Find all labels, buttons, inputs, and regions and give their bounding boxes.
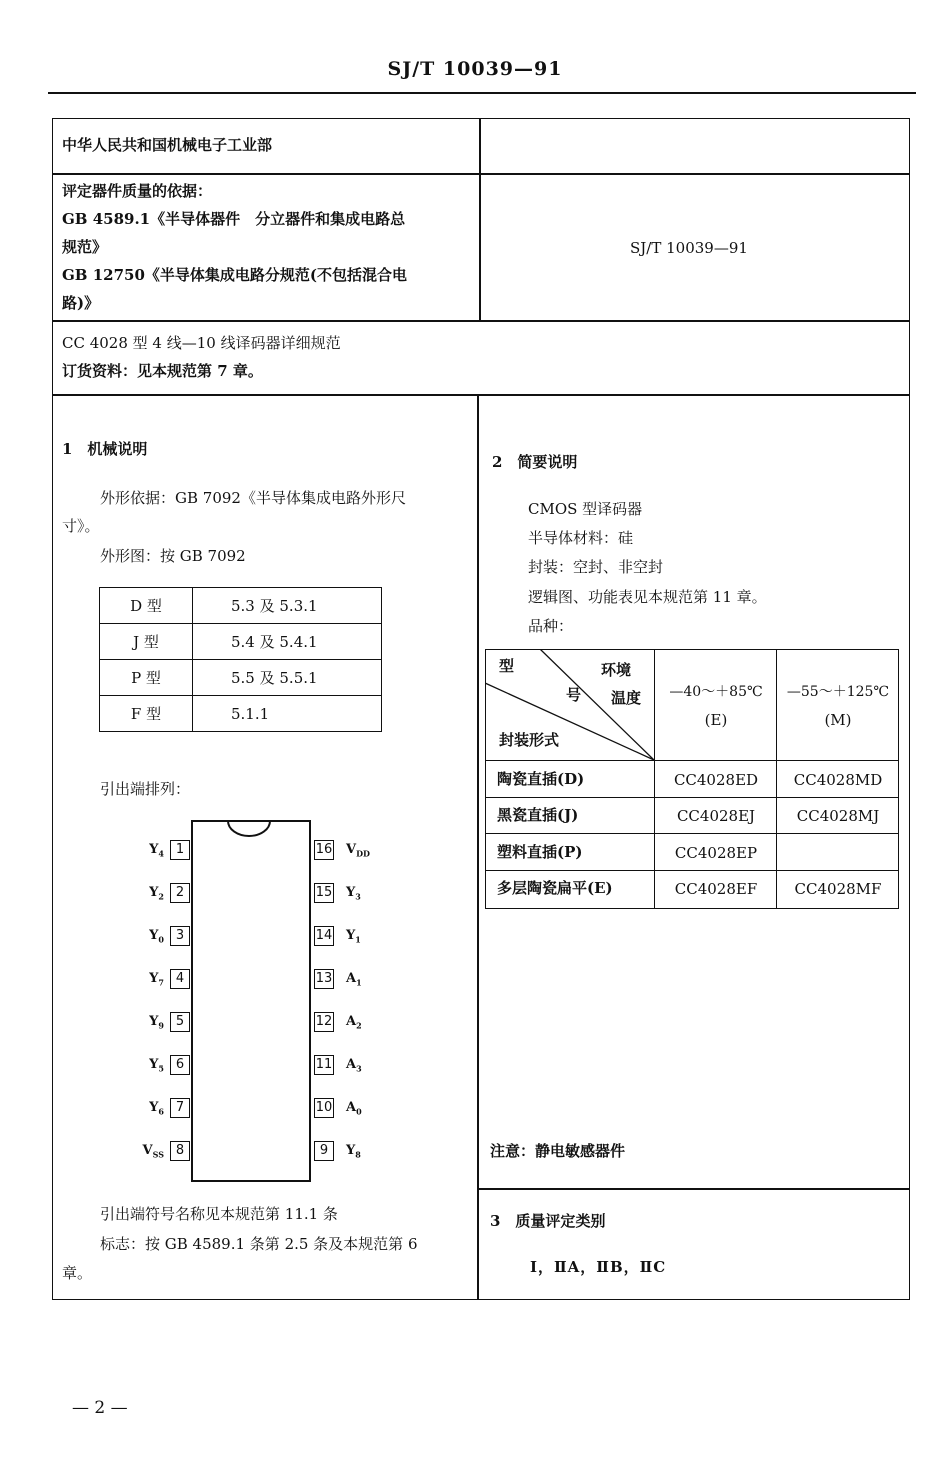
package-name: 塑料直插(P) xyxy=(497,843,583,861)
pin-number: 2 xyxy=(170,883,190,903)
outline-type: P 型 xyxy=(100,660,193,696)
row-divider xyxy=(52,394,910,396)
outline-type: D 型 xyxy=(100,588,193,624)
spec-title: CC 4028 型 4 线—10 线译码器详细规范 xyxy=(62,334,341,352)
pin-symbol: $Y_2$ xyxy=(149,885,164,902)
quality-categories: Ⅰ，ⅡA，ⅡB，ⅡC xyxy=(530,1258,667,1276)
pin-symbol: $A_0$ xyxy=(346,1100,362,1117)
row-divider xyxy=(52,173,910,175)
part-number-m: CC4028MF xyxy=(794,880,882,898)
pin-number: 5 xyxy=(170,1012,190,1032)
pin-symbol: $Y_4$ xyxy=(149,842,164,859)
ic-body xyxy=(191,820,311,1182)
variant-row-line xyxy=(485,797,899,798)
part-number-e: CC4028EJ xyxy=(676,807,756,825)
table-row xyxy=(100,588,382,624)
variant-row-line xyxy=(485,870,899,871)
part-number-e: CC4028EF xyxy=(674,880,758,898)
pin-number: 14 xyxy=(314,926,334,946)
pin-names-note: 引出端符号名称见本规范第 11.1 条 xyxy=(100,1205,338,1223)
basis-line: GB 12750《半导体集成电路分规范(不包括混合电 xyxy=(62,266,407,284)
pin-number: 12 xyxy=(314,1012,334,1032)
basis-line: GB 4589.1《半导体器件 分立器件和集成电路总 xyxy=(62,210,406,228)
section2-heading: 2 简要说明 xyxy=(492,453,578,471)
row-divider xyxy=(52,320,910,322)
pin-number: 15 xyxy=(314,883,334,903)
pin-symbol: $Y_6$ xyxy=(149,1100,164,1117)
esd-warning: 注意：静电敏感器件 xyxy=(490,1142,626,1160)
outline-ref: 5.1.1 xyxy=(193,696,382,732)
pin-number: 13 xyxy=(314,969,334,989)
table-row xyxy=(100,696,382,732)
pin-number: 4 xyxy=(170,969,190,989)
marking-note-cont: 章。 xyxy=(62,1264,93,1282)
pin-symbol: $Y_8$ xyxy=(346,1143,361,1160)
pin-symbol: $A_3$ xyxy=(346,1057,362,1074)
pin-number: 11 xyxy=(314,1055,334,1075)
brief-line: 封装：空封、非空封 xyxy=(528,558,664,576)
pin-symbol: $Y_3$ xyxy=(346,885,361,902)
pin-symbol: $Y_0$ xyxy=(149,928,164,945)
corner-pkg: 封装形式 xyxy=(499,731,560,749)
temp-code-e: (E) xyxy=(704,711,728,729)
package-name: 陶瓷直插(D) xyxy=(497,770,585,788)
section3-heading: 3 质量评定类别 xyxy=(490,1212,606,1230)
pin-number: 8 xyxy=(170,1141,190,1161)
basis-line: 规范》 xyxy=(62,238,108,256)
pin-number: 6 xyxy=(170,1055,190,1075)
outline-drawing: 外形图：按 GB 7092 xyxy=(100,547,246,565)
outline-basis-cont: 寸》。 xyxy=(62,517,100,535)
pin-number: 16 xyxy=(314,840,334,860)
basis-line: 评定器件质量的依据： xyxy=(62,182,213,200)
header-rule xyxy=(48,92,916,94)
outline-basis: 外形依据：GB 7092《半导体集成电路外形尺 xyxy=(100,489,406,507)
temp-code-m: (M) xyxy=(824,711,852,729)
pin-symbol: $V_{DD}$ xyxy=(346,842,370,859)
ministry-name: 中华人民共和国机械电子工业部 xyxy=(62,136,273,154)
corner-num: 号 xyxy=(566,686,582,704)
column-divider xyxy=(477,394,479,1300)
outline-ref: 5.3 及 5.3.1 xyxy=(193,588,382,624)
column-divider xyxy=(479,118,481,321)
outline-ref: 5.4 及 5.4.1 xyxy=(193,624,382,660)
outline-table xyxy=(99,587,382,732)
outline-type: J 型 xyxy=(100,624,193,660)
part-number-m: CC4028MJ xyxy=(796,807,880,825)
temp-range-m: —55～＋125℃ xyxy=(786,684,890,700)
basis-line: 路)》 xyxy=(62,294,100,312)
pin-symbol: $Y_1$ xyxy=(346,928,361,945)
brief-line: CMOS 型译码器 xyxy=(528,500,643,518)
pin-number: 7 xyxy=(170,1098,190,1118)
variant-row-line xyxy=(485,833,899,834)
part-number-e: CC4028ED xyxy=(673,771,759,789)
pin-number: 10 xyxy=(314,1098,334,1118)
brief-line: 半导体材料：硅 xyxy=(528,529,634,547)
pin-symbol: $Y_9$ xyxy=(149,1014,164,1031)
package-name: 黑瓷直插(J) xyxy=(497,806,579,824)
order-info: 订货资料：见本规范第 7 章。 xyxy=(62,362,263,380)
pin-number: 3 xyxy=(170,926,190,946)
table-row xyxy=(100,660,382,696)
pin-symbol: $Y_5$ xyxy=(149,1057,164,1074)
package-name: 多层陶瓷扁平(E) xyxy=(497,879,613,897)
pin-symbol: $A_2$ xyxy=(346,1014,362,1031)
outline-ref: 5.5 及 5.5.1 xyxy=(193,660,382,696)
doc-code: SJ/T 10039—91 xyxy=(630,239,748,257)
document-code-header: SJ/T 10039—91 xyxy=(387,58,563,80)
pin-number: 9 xyxy=(314,1141,334,1161)
pinout-label: 引出端排列： xyxy=(100,780,191,798)
part-number-e: CC4028EP xyxy=(674,844,758,862)
brief-line: 品种： xyxy=(528,617,574,635)
pin-symbol: $V_{SS}$ xyxy=(142,1143,164,1160)
section1-heading: 1 机械说明 xyxy=(62,440,148,458)
pin-symbol: $Y_7$ xyxy=(149,971,164,988)
row-divider xyxy=(477,1188,910,1190)
corner-type: 型 xyxy=(499,657,515,675)
corner-temp: 温度 xyxy=(611,689,642,707)
page-number: — 2 — xyxy=(72,1398,128,1418)
outline-type: F 型 xyxy=(100,696,193,732)
part-number-m: CC4028MD xyxy=(793,771,883,789)
pin-number: 1 xyxy=(170,840,190,860)
brief-line: 逻辑图、功能表见本规范第 11 章。 xyxy=(528,588,767,606)
temp-range-e: —40～＋85℃ xyxy=(669,684,763,700)
table-row xyxy=(100,624,382,660)
corner-env: 环境 xyxy=(601,661,632,679)
marking-note: 标志：按 GB 4589.1 条第 2.5 条及本规范第 6 xyxy=(100,1235,418,1253)
pin-symbol: $A_1$ xyxy=(346,971,362,988)
